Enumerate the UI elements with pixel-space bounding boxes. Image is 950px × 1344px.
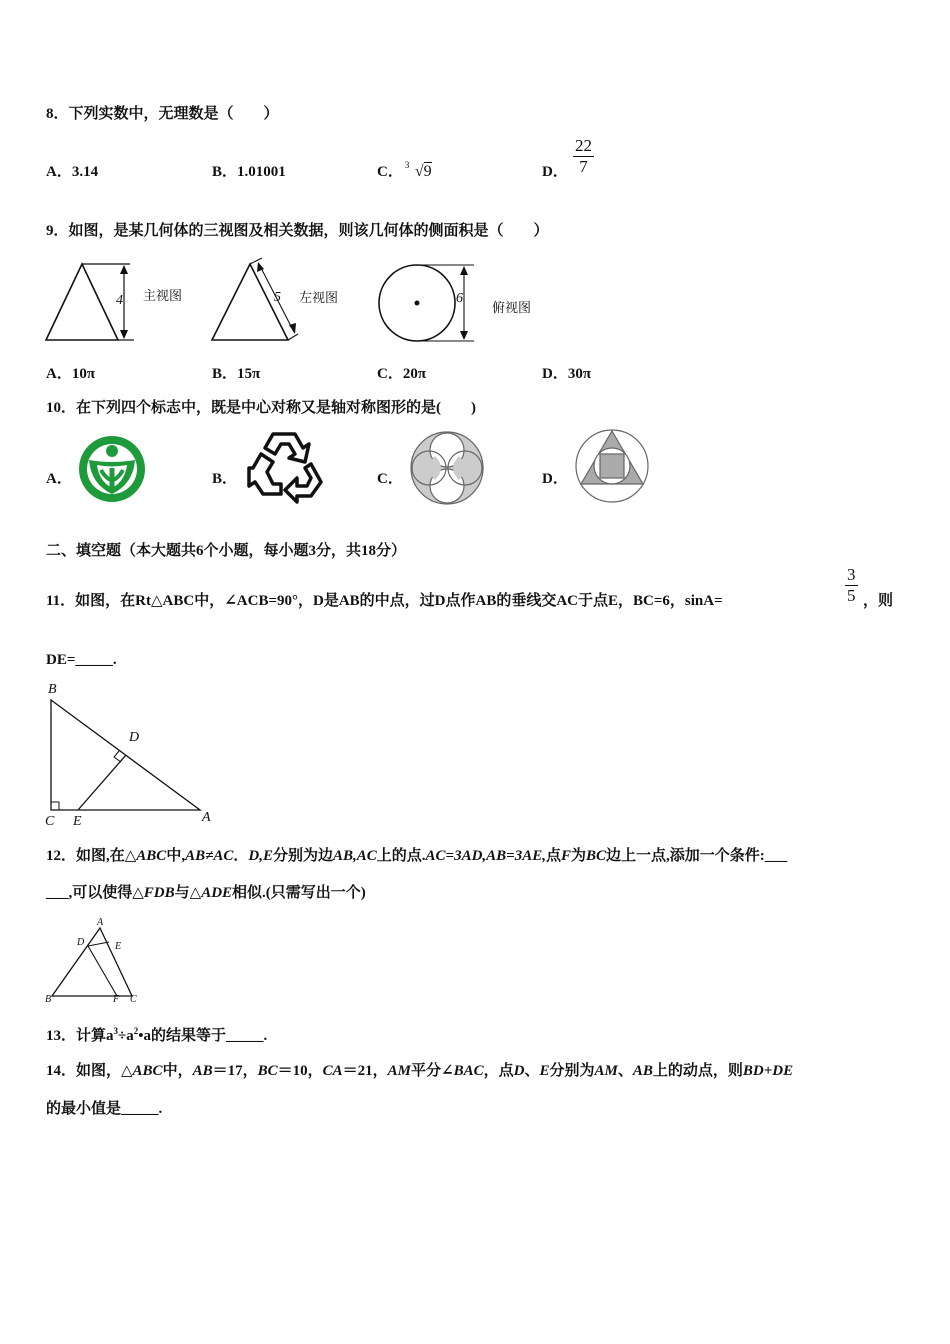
q12-triangle bbox=[52, 928, 132, 996]
q9-left-dim: 5 bbox=[274, 290, 281, 305]
q9-left-label: 左视图 bbox=[299, 291, 339, 306]
q12-label-d: D bbox=[77, 937, 85, 948]
q11-label-c: C bbox=[45, 814, 55, 829]
q8-root-index: 3 bbox=[404, 160, 410, 170]
q13-t3: •a的结果等于_____. bbox=[138, 1028, 268, 1044]
recycle-logo-icon bbox=[245, 428, 325, 504]
q14-t11: 平分∠ bbox=[411, 1063, 454, 1079]
front-arrow-down-icon bbox=[120, 330, 128, 339]
q12-u4: ADE bbox=[201, 885, 233, 901]
q14-t16: E bbox=[539, 1063, 550, 1079]
q14-line1 bbox=[46, 1059, 793, 1080]
q14-t14: D bbox=[513, 1063, 525, 1079]
four-petal-logo-icon bbox=[407, 428, 487, 508]
q14-t7: ＝10， bbox=[277, 1063, 323, 1079]
q12-t11: 点 bbox=[545, 848, 561, 864]
q12-u3: 与△ bbox=[174, 885, 202, 901]
q11-figure bbox=[40, 686, 220, 826]
section2-title: 二、填空题（本大题共6个小题，每小题3分，共18分） bbox=[46, 543, 407, 559]
q11-label-e: E bbox=[73, 814, 82, 829]
q12-t1: 12．如图,在△ bbox=[46, 848, 137, 864]
q14-t18: AM bbox=[594, 1063, 618, 1079]
q11-label-b: B bbox=[48, 682, 57, 697]
q12-t10: AC=3AD,AB=3AE, bbox=[425, 848, 546, 864]
q8-option-b: B．1.01001 bbox=[212, 164, 286, 180]
q14-t19: 、 bbox=[617, 1063, 633, 1079]
q14-t10: AM bbox=[387, 1063, 412, 1079]
q14-t15: 、 bbox=[524, 1063, 540, 1079]
q10-stem: 10．在下列四个标志中，既是中心对称又是轴对称图形的是( ) bbox=[46, 400, 476, 416]
q9-top-view bbox=[376, 258, 486, 348]
q11-right-angle-d bbox=[114, 751, 121, 762]
q14-t1: 14．如图，△ bbox=[46, 1063, 133, 1079]
q12-t14: BC bbox=[586, 848, 607, 864]
q9-front-label: 主视图 bbox=[143, 289, 183, 304]
left-top-ext bbox=[250, 258, 262, 264]
q12-label-a: A bbox=[97, 917, 104, 928]
q12-t9: 上的点. bbox=[376, 848, 426, 864]
q13-t1: 13．计算a bbox=[46, 1028, 114, 1044]
q8-frac-den: 7 bbox=[579, 157, 588, 176]
front-triangle bbox=[46, 264, 118, 340]
q13-t2: ÷a bbox=[118, 1028, 134, 1044]
q14-t12: BAC bbox=[453, 1063, 484, 1079]
top-arrow-down-icon bbox=[460, 331, 468, 340]
top-arrow-up-icon bbox=[460, 266, 468, 275]
q12-t2: ABC bbox=[136, 848, 167, 864]
q8-cube-root bbox=[403, 160, 432, 180]
q14-t5: ＝17， bbox=[212, 1063, 258, 1079]
q14-t4: AB bbox=[192, 1063, 213, 1079]
q8-frac-num: 22 bbox=[575, 136, 592, 155]
q10-option-d: D． bbox=[542, 471, 568, 487]
q12-t8: AB,AC bbox=[332, 848, 377, 864]
q12-t3: 中, bbox=[166, 848, 186, 864]
triangle-circle-square-logo-icon bbox=[574, 428, 654, 508]
q13-stem bbox=[46, 1024, 267, 1045]
q9-option-d: D．30π bbox=[542, 366, 592, 382]
q13-exp2: 2 bbox=[133, 1026, 139, 1036]
q12-u2: FDB bbox=[143, 885, 175, 901]
q12-t15: 边上一点,添加一个条件:___ bbox=[606, 848, 788, 864]
q11-sin-den: 5 bbox=[847, 586, 856, 605]
q11-de-line bbox=[78, 755, 126, 810]
q11-stem-part2: ，则 bbox=[863, 593, 894, 609]
q12-t5: ． bbox=[233, 848, 249, 864]
q11-stem-part1: 11．如图，在Rt△ABC中，∠ACB=90°，D是AB的中点，过D点作AB的垂线交AC于点E，BC=6，sinA= bbox=[46, 593, 723, 609]
q12-figure bbox=[44, 918, 154, 1008]
q8-option-d-label: D． bbox=[542, 164, 568, 180]
q8-stem: 8．下列实数中，无理数是（ ） bbox=[46, 106, 279, 122]
q12-t4: AB≠AC bbox=[185, 848, 234, 864]
q12-t12: F bbox=[561, 848, 572, 864]
q11-label-d: D bbox=[129, 730, 140, 745]
q11-sin-num: 3 bbox=[847, 565, 856, 584]
q8-option-c-label: C． bbox=[377, 164, 403, 180]
q14-t9: ＝21， bbox=[342, 1063, 388, 1079]
q12-u5: 相似.(只需写出一个) bbox=[232, 885, 366, 901]
q8-root-sign-icon: √ bbox=[414, 163, 424, 180]
q14-t8: CA bbox=[322, 1063, 343, 1079]
q11-label-a: A bbox=[202, 810, 211, 825]
q9-option-a: A．10π bbox=[46, 366, 96, 382]
q12-label-c: C bbox=[130, 994, 137, 1005]
q11-right-angle-c bbox=[51, 802, 59, 810]
q14-line2: 的最小值是_____. bbox=[46, 1101, 163, 1117]
q12-u1: ___,可以使得△ bbox=[46, 885, 144, 901]
q10-option-a: A． bbox=[46, 471, 72, 487]
green-food-logo-icon bbox=[77, 434, 147, 504]
q9-option-b: B．15π bbox=[212, 366, 261, 382]
q12-de-line bbox=[88, 942, 109, 946]
q10-option-c: C． bbox=[377, 471, 403, 487]
q8-option-c bbox=[377, 160, 432, 181]
q14-t17: 分别为 bbox=[549, 1063, 595, 1079]
q12-t13: 为 bbox=[571, 848, 587, 864]
q14-t22: BD+DE bbox=[742, 1063, 794, 1079]
q9-top-label: 俯视图 bbox=[492, 301, 532, 316]
q12-label-e: E bbox=[115, 941, 122, 952]
q11-sin-fraction bbox=[845, 565, 858, 606]
q9-front-dim: 4 bbox=[116, 293, 123, 308]
q14-t20: AB bbox=[632, 1063, 653, 1079]
q9-top-dim: 6 bbox=[456, 291, 463, 306]
q12-t7: 分别为边 bbox=[272, 848, 333, 864]
q12-t6: D,E bbox=[248, 848, 273, 864]
top-center-dot bbox=[415, 301, 420, 306]
q10-option-b: B． bbox=[212, 471, 238, 487]
q8-fraction bbox=[573, 136, 594, 177]
q9-stem: 9．如图，是某几何体的三视图及相关数据，则该几何体的侧面积是（ ） bbox=[46, 223, 549, 239]
q12-label-b: B bbox=[45, 994, 52, 1005]
q8-option-a: A．3.14 bbox=[46, 164, 99, 180]
q11-stem-line2: DE=_____. bbox=[46, 652, 117, 668]
q14-t13: ，点 bbox=[483, 1063, 514, 1079]
q14-t6: BC bbox=[257, 1063, 278, 1079]
q9-option-c: C．20π bbox=[377, 366, 427, 382]
q12-label-f: F bbox=[113, 994, 120, 1005]
q12-line2 bbox=[46, 881, 366, 902]
q8-frac bbox=[573, 136, 594, 177]
q14-t3: 中， bbox=[162, 1063, 193, 1079]
front-arrow-up-icon bbox=[120, 265, 128, 274]
q14-t2: ABC bbox=[132, 1063, 163, 1079]
q14-t21: 上的动点，则 bbox=[652, 1063, 743, 1079]
q13-exp1: 3 bbox=[113, 1026, 119, 1036]
q12-line1 bbox=[46, 844, 787, 865]
q8-root-radicand: 9 bbox=[423, 163, 432, 180]
left-bot-ext bbox=[288, 334, 298, 340]
